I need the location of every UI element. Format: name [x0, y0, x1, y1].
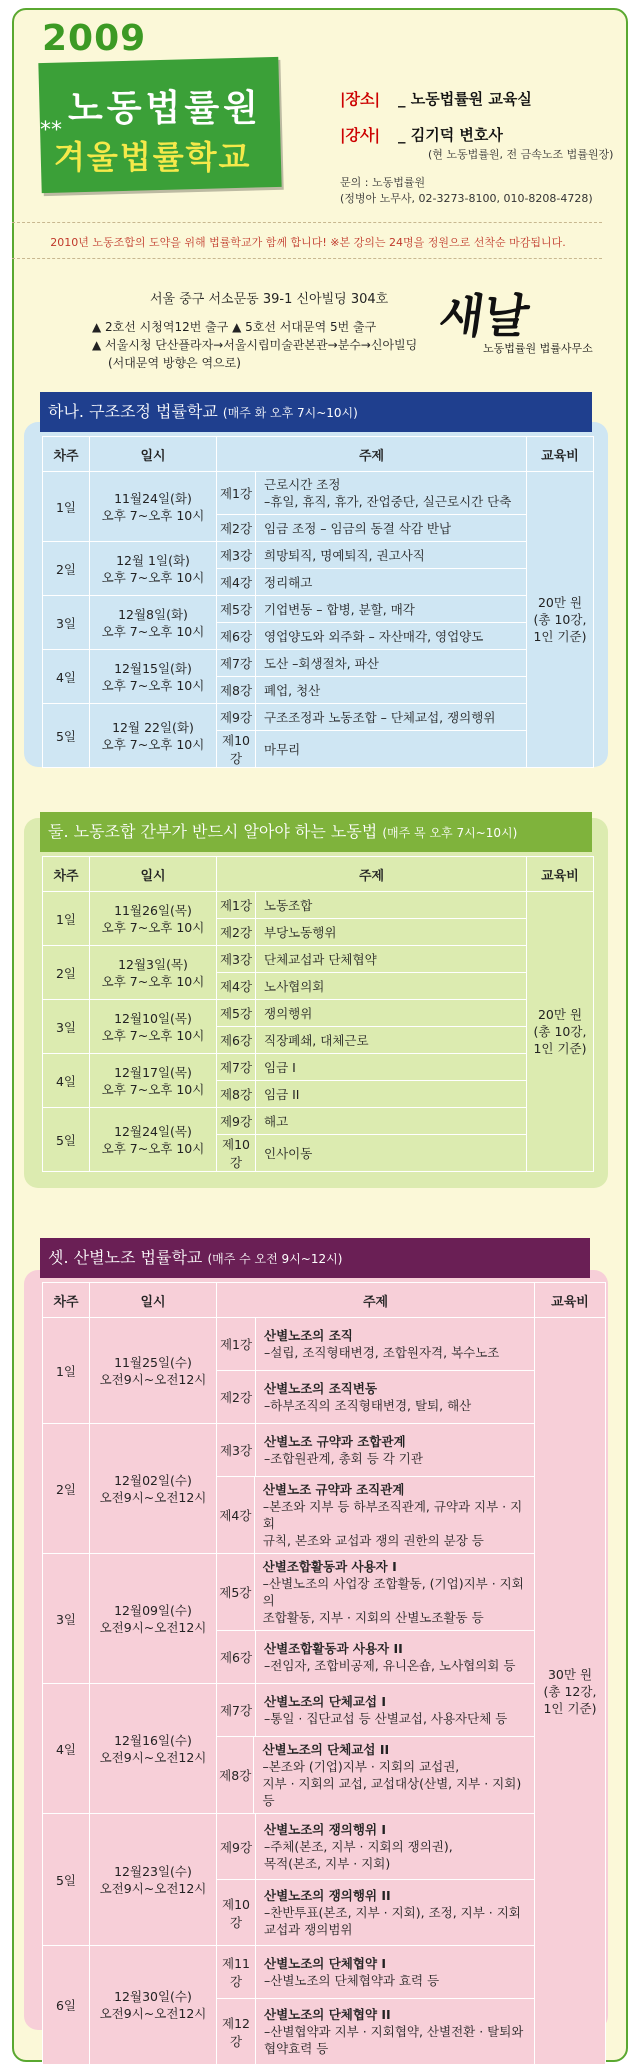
topic-cell: [217, 1371, 535, 1424]
topic-cell: [217, 704, 527, 731]
date-line: 오후 7~오후 10시: [101, 623, 205, 639]
lecture-topic: [256, 1684, 515, 1736]
topic-title: 영업양도와 외주화 – 자산매각, 영업양도: [264, 628, 484, 644]
date-line: 12월3일(목): [118, 956, 188, 972]
table-row: [43, 1946, 606, 1999]
date-line: 오전9시~오전12시: [99, 1371, 207, 1387]
topic-cell: [217, 1737, 535, 1814]
lecture-number: 제1강: [217, 1318, 256, 1370]
topic-title: 산별조합활동과 사용자 I: [262, 1559, 397, 1574]
topic-cell: [217, 1318, 535, 1371]
topic-title: 기업변동 – 합병, 분할, 매각: [264, 601, 415, 617]
directions-3: (서대문역 방향은 역으로): [108, 356, 241, 370]
table-row: [43, 1424, 606, 1477]
section-1-header: [40, 392, 592, 432]
date-cell: [90, 650, 217, 704]
section-3-header: [40, 1238, 590, 1278]
week-cell: 4일: [43, 650, 90, 704]
week-cell: 6일: [43, 1946, 90, 2065]
topic-cell: [217, 1424, 535, 1477]
topic-detail: –휴일, 휴직, 휴가, 잔업중단, 실근로시간 단축: [264, 494, 512, 509]
date-line: 12월15일(화): [114, 660, 192, 676]
date-line: 12월02일(수): [114, 1472, 192, 1488]
topic-detail: 목적(본조, 지부 · 지회): [264, 1856, 391, 1871]
date-cell: [90, 472, 217, 542]
lecture-topic: [256, 1027, 377, 1053]
topic-detail: –주체(본조, 지부 · 지회의 쟁의권),: [264, 1839, 453, 1854]
section-2-title: 둘. 노동조합 간부가 반드시 알아야 하는 노동법: [48, 822, 378, 841]
date-cell: [90, 1946, 217, 2065]
topic-title: 희망퇴직, 명예퇴직, 권고사직: [264, 547, 425, 563]
title-line2: 겨울법률학교: [54, 138, 252, 176]
topic-detail: 협약효력 등: [264, 2041, 329, 2056]
date-cell: [90, 1814, 217, 1946]
lecture-number: 제5강: [217, 1000, 256, 1026]
date-line: 12월30일(수): [114, 1989, 192, 2004]
topic-title: 구조조정과 노동조합 – 단체교섭, 쟁의행위: [264, 709, 496, 725]
table-row: [43, 542, 594, 569]
column-header: 주제: [217, 857, 527, 892]
lecture-topic: [256, 973, 332, 999]
lecture-number: 제12강: [217, 1999, 256, 2064]
table-row: [43, 1108, 594, 1135]
week-cell: 3일: [43, 1554, 90, 1684]
lecture-topic: [256, 542, 433, 568]
table-row: [43, 892, 594, 919]
table-row: [43, 650, 594, 677]
lecture-topic: [256, 1318, 507, 1370]
topic-title: 산별노조의 단체협약 I: [264, 1956, 387, 1971]
topic-cell: [217, 650, 527, 677]
lecture-number: 제1강: [217, 472, 256, 514]
date-cell: [90, 542, 217, 596]
date-line: 오후 7~오후 10시: [101, 973, 205, 989]
topic-title: 산별노조의 단체교섭 I: [264, 1694, 387, 1709]
lecture-number: 제3강: [217, 946, 256, 972]
year: 2009: [42, 18, 147, 59]
column-header: 교육비: [535, 1283, 606, 1318]
fee-cell: [527, 472, 594, 768]
section-2-table: [42, 856, 594, 1172]
column-header: 일시: [90, 437, 217, 472]
topic-title: 부당노동행위: [264, 924, 337, 940]
table-row: [43, 1684, 606, 1737]
lecture-topic: [256, 1371, 479, 1423]
lecture-number: 제1강: [217, 892, 256, 918]
week-cell: 3일: [43, 1000, 90, 1054]
topic-title: 마무리: [264, 741, 301, 757]
lecture-topic: [254, 1737, 534, 1813]
lecture-number: 제5강: [217, 1554, 255, 1630]
topic-title: 산별노조의 단체협약 II: [264, 2007, 391, 2022]
topic-detail: 교섭과 쟁의범위: [264, 1922, 353, 1937]
section-1-table: [42, 436, 594, 768]
topic-detail: –산별노조의 단체협약과 효력 등: [264, 1973, 440, 1988]
date-line: 오후 7~오후 10시: [101, 736, 205, 752]
fee-line: (총 10강,: [533, 612, 587, 627]
date-cell: [90, 596, 217, 650]
topic-detail: 지부 · 지회의 교섭, 교섭대상(산별, 지부 · 지회) 등: [262, 1776, 522, 1808]
date-line: 11월24일(화): [114, 490, 192, 506]
column-header: 주제: [217, 1283, 535, 1318]
topic-cell: [217, 1027, 527, 1054]
topic-detail: –하부조직의 조직형태변경, 탈퇴, 해산: [264, 1398, 472, 1413]
table-row: [43, 1554, 606, 1631]
topic-title: 임금 I: [264, 1059, 296, 1075]
lecture-topic: [256, 1946, 447, 1998]
date-cell: [90, 1108, 217, 1172]
week-cell: 3일: [43, 596, 90, 650]
table-header-row: [43, 857, 594, 892]
week-cell: 1일: [43, 472, 90, 542]
topic-cell: [217, 919, 527, 946]
topic-cell: [217, 1081, 527, 1108]
lecture-number: 제3강: [217, 542, 256, 568]
logo-subtitle: 노동법률원 법률사무소: [483, 342, 593, 355]
week-cell: 2일: [43, 542, 90, 596]
topic-detail: –산별협약과 지부 · 지회협약, 산별전환 · 탈퇴와: [264, 2024, 524, 2039]
topic-title: 정리해고: [264, 574, 313, 590]
fee-line: (총 10강,: [533, 1024, 587, 1039]
topic-title: 직장폐쇄, 대체근로: [264, 1032, 369, 1048]
lecture-number: 제11강: [217, 1946, 256, 1998]
date-line: 12월8일(화): [118, 606, 188, 622]
lecturer-note: (현 노동법률원, 전 금속노조 법률원장): [428, 148, 614, 161]
lecture-number: 제7강: [217, 650, 256, 676]
lecture-number: 제2강: [217, 919, 256, 945]
fee-line: 1인 기준): [533, 1041, 587, 1056]
topic-cell: [217, 569, 527, 596]
table-row: [43, 1814, 606, 1880]
lecture-topic: [256, 596, 423, 622]
date-line: 12월 22일(화): [112, 719, 194, 735]
lecture-topic: [256, 677, 328, 703]
date-cell: [90, 1000, 217, 1054]
contact-line2: (정병아 노무사, 02-3273-8100, 010-8208-4728): [340, 192, 593, 205]
lecture-topic: [256, 1999, 531, 2064]
week-cell: 4일: [43, 1054, 90, 1108]
topic-cell: [217, 1631, 535, 1684]
topic-title: 산별노조의 쟁의행위 I: [264, 1822, 387, 1837]
address: 서울 중구 서소문동 39-1 신아빌딩 304호: [150, 292, 389, 307]
table-header-row: [43, 1283, 606, 1318]
topic-title: 산별노조 규약과 조직관계: [262, 1482, 405, 1497]
lecture-number: 제6강: [217, 623, 256, 649]
lecture-number: 제6강: [217, 1027, 256, 1053]
week-cell: 1일: [43, 1318, 90, 1424]
lecture-topic: [256, 1135, 320, 1171]
week-cell: 5일: [43, 1814, 90, 1946]
date-line: 11월25일(수): [114, 1354, 192, 1370]
week-cell: 5일: [43, 1108, 90, 1172]
section-3-schedule: (매주 수 오전 9시~12시): [207, 1252, 343, 1266]
lecture-number: 제9강: [217, 1814, 256, 1879]
lecture-number: 제9강: [217, 1108, 256, 1134]
date-cell: [90, 892, 217, 946]
title-line1: 노동법률원: [68, 88, 262, 129]
topic-title: 인사이동: [264, 1145, 313, 1161]
lecture-number: 제10강: [217, 731, 256, 767]
lecture-topic: [256, 731, 308, 767]
table-row: [43, 1054, 594, 1081]
topic-cell: [217, 1554, 535, 1631]
table-row: [43, 946, 594, 973]
lecture-topic: [255, 1554, 534, 1630]
column-header: 차주: [43, 857, 90, 892]
topic-title: 도산 –회생절차, 파산: [264, 655, 379, 671]
lecture-topic: [256, 569, 320, 595]
section-1-schedule: (매주 화 오후 7시~10시): [222, 406, 358, 420]
topic-cell: [217, 1135, 527, 1172]
date-cell: [90, 1424, 217, 1554]
venue-label: |장소|: [340, 90, 380, 108]
topic-cell: [217, 542, 527, 569]
directions-1: ▲ 2호선 시청역12번 출구 ▲ 5호선 서대문역 5번 출구: [92, 320, 377, 334]
lecture-topic: [256, 1108, 296, 1134]
week-cell: 2일: [43, 1424, 90, 1554]
section-3-table: [42, 1282, 606, 2065]
topic-detail: –전임자, 조합비공제, 유니온숍, 노사협의회 등: [264, 1658, 516, 1673]
topic-detail: 규칙, 본조와 교섭과 쟁의 권한의 분장 등: [262, 1533, 484, 1548]
topic-title: 산별노조의 쟁의행위 II: [264, 1888, 391, 1903]
fee-cell: [535, 1318, 606, 2065]
topic-title: 근로시간 조정: [264, 477, 341, 492]
contact-line1: 문의 : 노동법률원: [340, 176, 426, 189]
topic-cell: [217, 1054, 527, 1081]
date-line: 오후 7~오후 10시: [101, 507, 205, 523]
date-line: 오전9시~오전12시: [99, 1619, 207, 1635]
date-line: 오후 7~오후 10시: [101, 1140, 205, 1156]
column-header: 주제: [217, 437, 527, 472]
lecturer-value: _ 김기덕 변호사: [398, 126, 503, 144]
lecture-number: 제2강: [217, 1371, 256, 1423]
lecture-topic: [256, 946, 385, 972]
topic-title: 폐업, 청산: [264, 682, 321, 698]
topic-cell: [217, 1946, 535, 1999]
topic-title: 단체교섭과 단체협약: [264, 951, 377, 967]
date-line: 오후 7~오후 10시: [101, 919, 205, 935]
venue-value: _ 노동법률원 교육실: [398, 90, 532, 108]
topic-title: 산별노조의 조직: [264, 1328, 353, 1343]
topic-cell: [217, 973, 527, 1000]
divider: [12, 258, 602, 259]
topic-title: 해고: [264, 1113, 289, 1129]
date-line: 오전9시~오전12시: [99, 1489, 207, 1505]
lecture-topic: [256, 919, 344, 945]
lecture-topic: [256, 704, 503, 730]
week-cell: 4일: [43, 1684, 90, 1814]
topic-detail: –본조와 (기업)지부 · 지회의 교섭권,: [262, 1759, 460, 1774]
lecture-topic: [255, 1477, 534, 1553]
topic-title: 임금 조정 – 임금의 동결 삭감 반납: [264, 520, 452, 536]
table-row: [43, 704, 594, 731]
date-line: 12월 1일(화): [116, 552, 190, 568]
topic-cell: [217, 946, 527, 973]
column-header: 차주: [43, 1283, 90, 1318]
topic-cell: [217, 677, 527, 704]
topic-title: 산별노조 규약과 조합관계: [264, 1434, 406, 1449]
topic-cell: [217, 1108, 527, 1135]
date-line: 오후 7~오후 10시: [101, 677, 205, 693]
topic-cell: [217, 472, 527, 515]
week-cell: 1일: [43, 892, 90, 946]
date-line: 12월24일(목): [114, 1123, 192, 1139]
fee-cell: [527, 892, 594, 1172]
column-header: 일시: [90, 857, 217, 892]
lecture-topic: [256, 1054, 304, 1080]
lecture-topic: [256, 623, 491, 649]
date-cell: [90, 946, 217, 1000]
lecture-topic: [256, 1000, 320, 1026]
fee-line: 20만 원: [537, 595, 583, 610]
date-cell: [90, 1684, 217, 1814]
topic-detail: –조합원관계, 총회 등 각 기관: [264, 1451, 423, 1466]
lecture-topic: [256, 472, 519, 514]
fee-line: 1인 기준): [543, 1700, 597, 1716]
lecture-number: 제5강: [217, 596, 256, 622]
lecture-topic: [256, 1631, 523, 1683]
lecture-number: 제9강: [217, 704, 256, 730]
date-line: 12월09일(수): [114, 1602, 192, 1618]
topic-cell: [217, 892, 527, 919]
topic-title: 노사협의회: [264, 978, 325, 994]
lecture-topic: [256, 1814, 461, 1879]
topic-cell: [217, 1814, 535, 1880]
section-2-schedule: (매주 목 오후 7시~10시): [382, 826, 518, 840]
directions-2: ▲ 서울시청 단산플라자→서울시립미술관본관→분수→신아빌딩: [92, 338, 418, 352]
divider: [12, 222, 602, 223]
date-line: 12월10일(목): [114, 1010, 192, 1026]
lecture-number: 제4강: [217, 973, 256, 999]
saenal-logo: 새날: [435, 289, 533, 343]
date-line: 오전9시~오전12시: [99, 1880, 207, 1896]
topic-cell: [217, 1000, 527, 1027]
table-header-row: [43, 437, 594, 472]
topic-title: 산별노조의 단체교섭 II: [262, 1742, 390, 1757]
topic-cell: [217, 623, 527, 650]
lecture-topic: [256, 1081, 308, 1107]
lecture-number: 제3강: [217, 1424, 256, 1476]
date-line: 11월26일(목): [114, 902, 192, 918]
week-cell: 2일: [43, 946, 90, 1000]
topic-title: 임금 II: [264, 1086, 300, 1102]
topic-detail: –찬반투표(본조, 지부 · 지회), 조정, 지부 · 지회: [264, 1905, 521, 1920]
section-3-title: 셋. 산별노조 법률학교: [48, 1248, 203, 1267]
topic-detail: –통일 · 집단교섭 등 산별교섭, 사용자단체 등: [264, 1711, 508, 1726]
topic-cell: [217, 1999, 535, 2065]
topic-detail: –산별노조의 사업장 조합활동, (기업)지부 · 지회의: [262, 1576, 524, 1608]
lecture-topic: [256, 515, 459, 541]
date-line: 12월23일(수): [114, 1863, 192, 1879]
topic-detail: 조합활동, 지부 · 지회의 산별노조활동 등: [262, 1610, 484, 1625]
topic-detail: –본조와 지부 등 하부조직관계, 규약과 지부 · 지회: [262, 1499, 523, 1531]
lecture-number: 제8강: [217, 1737, 254, 1813]
table-row: [43, 472, 594, 515]
date-line: 12월17일(목): [114, 1064, 192, 1080]
date-cell: [90, 704, 217, 768]
lecture-topic: [256, 892, 320, 918]
date-line: 오전9시~오전12시: [99, 2006, 207, 2021]
topic-cell: [217, 596, 527, 623]
lecture-number: 제7강: [217, 1684, 256, 1736]
lecture-number: 제8강: [217, 1081, 256, 1107]
date-line: 오후 7~오후 10시: [101, 1027, 205, 1043]
date-line: 12월16일(수): [114, 1732, 192, 1748]
section-1-title: 하나. 구조조정 법률학교: [48, 402, 218, 421]
topic-cell: [217, 1880, 535, 1946]
lecture-number: 제8강: [217, 677, 256, 703]
table-row: [43, 596, 594, 623]
notice: 2010년 노동조합의 도약을 위해 법률학교가 함께 합니다! ※본 강의는 24명을 정원으로 선착순 마감됩니다.: [50, 236, 566, 249]
topic-cell: [217, 515, 527, 542]
lecture-topic: [256, 1880, 529, 1945]
fee-line: (총 12강,: [543, 1683, 597, 1699]
lecture-number: 제10강: [217, 1880, 256, 1945]
fee-line: 30만 원: [547, 1666, 593, 1682]
stars-decoration: **: [40, 118, 62, 143]
table-row: [43, 1318, 606, 1371]
lecture-topic: [256, 1424, 431, 1476]
lecture-number: 제10강: [217, 1135, 256, 1171]
lecture-number: 제4강: [217, 1477, 255, 1553]
lecturer-label: |강사|: [340, 126, 380, 144]
lecture-number: 제2강: [217, 515, 256, 541]
table-row: [43, 1000, 594, 1027]
column-header: 차주: [43, 437, 90, 472]
date-line: 오후 7~오후 10시: [101, 569, 205, 585]
date-cell: [90, 1318, 217, 1424]
topic-title: 산별노조의 조직변동: [264, 1381, 378, 1396]
topic-cell: [217, 731, 527, 768]
column-header: 교육비: [527, 437, 594, 472]
date-cell: [90, 1554, 217, 1684]
topic-cell: [217, 1684, 535, 1737]
section-2-header: [40, 812, 592, 852]
topic-title: 노동조합: [264, 897, 313, 913]
date-line: 오후 7~오후 10시: [101, 1081, 205, 1097]
lecture-number: 제6강: [217, 1631, 256, 1683]
fee-line: 1인 기준): [533, 629, 587, 644]
lecture-number: 제4강: [217, 569, 256, 595]
lecture-number: 제7강: [217, 1054, 256, 1080]
topic-title: 쟁의행위: [264, 1005, 313, 1021]
topic-title: 산별조합활동과 사용자 II: [264, 1641, 403, 1656]
date-line: 오전9시~오전12시: [99, 1749, 207, 1765]
lecture-topic: [256, 650, 387, 676]
topic-cell: [217, 1477, 535, 1554]
topic-detail: –설립, 조직형태변경, 조합원자격, 복수노조: [264, 1345, 500, 1360]
column-header: 일시: [90, 1283, 217, 1318]
week-cell: 5일: [43, 704, 90, 768]
column-header: 교육비: [527, 857, 594, 892]
date-cell: [90, 1054, 217, 1108]
fee-line: 20만 원: [537, 1007, 583, 1022]
